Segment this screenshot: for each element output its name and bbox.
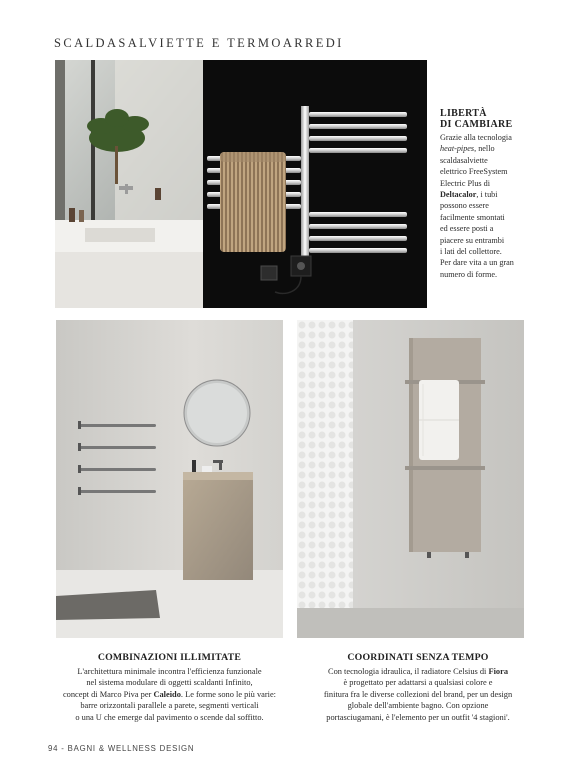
- caption-celsius-title: COORDINATI SENZA TEMPO: [347, 652, 489, 663]
- brand-deltacalor: Deltacalor: [440, 190, 477, 200]
- brand-fiora: Fiora: [488, 666, 509, 676]
- photo-celsius-illustration: [297, 320, 524, 638]
- page-footer: 94 - BAGNI & WELLNESS DESIGN: [48, 744, 195, 753]
- publication-name: BAGNI & WELLNESS DESIGN: [67, 744, 195, 753]
- page-number: 94: [48, 744, 59, 753]
- photo-infinito-bars: [56, 320, 283, 638]
- side-article-body: Grazie alla tecnologia heat-pipes, nello scaldasalviette elettrico FreeSystem Electric Plus di Deltacalor, i tubi possono essere facilmente smontati ed essere posti a piacere su entrambi i lati del collettore. Per dare vita a un gran numero di forme.: [440, 133, 514, 279]
- brand-caleido: Caleido: [153, 689, 181, 699]
- caption-infinito: COMBINAZIONI ILLIMITATE L'architettura minimale incontra l'efficienza funzionale nel sistema modulare di oggetti scaldanti Infinito, concept di Marco Piva per Caleido. Le forme sono le più varie: barre orizzontali parallele a parete, segmenti verticali o una U che emerge dal pavimento o scende dal soffitto.: [40, 652, 299, 724]
- photo-infinito-illustration: [56, 320, 283, 638]
- caption-celsius: COORDINATI SENZA TEMPO Con tecnologia idraulica, il radiatore Celsius di Fiora è progettato per adattarsi a qualsiasi colore e finitura fra le diverse collezioni del brand, per un design globale dell'ambiente bagno. Con opzione portasciugamani, è l'elemento per un outfit '4 stagioni'.: [300, 652, 536, 724]
- side-article-text: [440, 108, 532, 280]
- photo-towel-warmer-illustration: [55, 60, 427, 308]
- photo-towel-warmer: [55, 60, 427, 308]
- side-article-title: LIBERTÀ DI CAMBIARE: [440, 108, 513, 130]
- section-title: SCALDASALVIETTE E TERMOARREDI: [54, 36, 344, 50]
- photo-celsius-radiator: [297, 320, 524, 638]
- caption-infinito-title: COMBINAZIONI ILLIMITATE: [97, 652, 242, 663]
